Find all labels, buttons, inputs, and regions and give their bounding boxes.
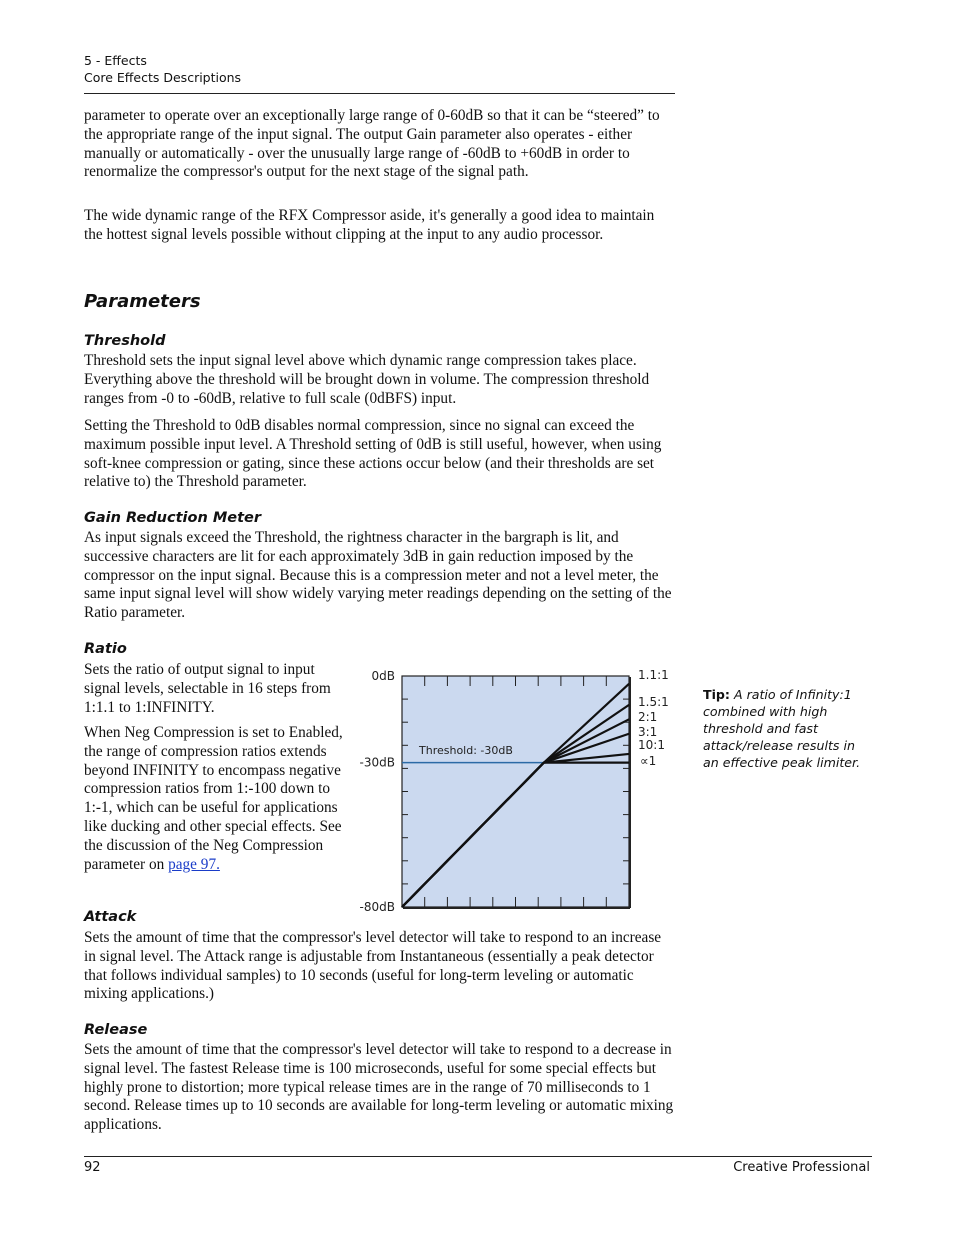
ratio-label: 10:1 bbox=[638, 738, 665, 752]
header-divider bbox=[84, 93, 675, 94]
ratio-label: 3:1 bbox=[638, 725, 658, 739]
release-heading: Release bbox=[84, 1022, 148, 1038]
threshold-paragraph-1: Threshold sets the input signal level above which dynamic range compression takes place. Everything above the threshold will be brought down in volume. The compression threshold ranges from -0 to -60dB, relative to full scale (0dBFS) input. bbox=[84, 352, 650, 407]
ratio-paragraph-2-text: When Neg Compression is set to Enabled, the range of compression ratios extends beyond INFINITY to encompass negative compression ratios from 1:-100 down to 1:-1, which can be useful for applications like ducking and other special effects. See the discussion of the Neg Compression parameter on bbox=[84, 724, 343, 873]
gain-reduction-heading: Gain Reduction Meter bbox=[84, 510, 262, 526]
y-axis-labels bbox=[360, 669, 395, 914]
page-97-link[interactable]: page 97. bbox=[168, 855, 220, 873]
threshold-paragraph-2: Setting the Threshold to 0dB disables normal compression, since no signal can exceed the maximum possible input level. A Threshold setting of 0dB is still useful, however, when using soft-knee compression or gating, since these actions occur below (and their thresholds are set relative to) the Threshold parameter. bbox=[84, 417, 662, 491]
intro-paragraph-1: parameter to operate over an exceptionally large range of 0-60dB so that it can be “steered” to the appropriate range of the input signal. The output Gain parameter also operates - either manually or automatically - over the unusually large range of -60dB to +60dB in order to renormalize the compressor's output for the next stage of the signal path. bbox=[84, 107, 660, 181]
tip-text: A ratio of Infinity:1 combined with high threshold and fast attack/release results in an effective peak limiter. bbox=[703, 687, 861, 770]
attack-paragraph: Sets the amount of time that the compressor's level detector will take to respond to an increase in signal level. The Attack range is adjustable from Instantaneous (essentially a peak detector that follows individual samples) to 10 seconds (useful for long-term leveling or automatic mixing applications.) bbox=[84, 929, 662, 1003]
compression-ratio-chart bbox=[350, 660, 680, 920]
footer-publisher: Creative Professional bbox=[733, 1160, 870, 1175]
gain-reduction-paragraph: As input signals exceed the Threshold, the rightness character in the bargraph is lit, and successive characters are lit for each approximately 3dB in gain reduction imposed by the compressor on the input signal. Because this is a compression meter and not a level meter, the same input signal level will show widely varying meter readings depending on the setting of the Ratio parameter. bbox=[84, 529, 672, 622]
y-tick-label: -80dB bbox=[359, 900, 395, 914]
intro-paragraph-2: The wide dynamic range of the RFX Compressor aside, it's generally a good idea to maintain the hottest signal levels possible without clipping at the input to any audio processor. bbox=[84, 207, 655, 243]
ratio-label: 1.5:1 bbox=[638, 695, 669, 709]
chart-svg bbox=[350, 660, 680, 915]
header-chapter: 5 - Effects bbox=[84, 53, 147, 68]
ratio-paragraph-2 bbox=[84, 724, 346, 874]
ratio-labels bbox=[638, 668, 669, 768]
ratio-heading: Ratio bbox=[84, 641, 127, 657]
ratio-paragraph-1: Sets the ratio of output signal to input signal levels, selectable in 16 steps from 1:1.1 to 1:INFINITY. bbox=[84, 661, 331, 716]
header-section: Core Effects Descriptions bbox=[84, 70, 242, 85]
attack-heading: Attack bbox=[84, 909, 137, 925]
page-number: 92 bbox=[84, 1160, 101, 1175]
parameters-heading: Parameters bbox=[84, 291, 201, 312]
tip-label: Tip: bbox=[703, 687, 730, 702]
threshold-heading: Threshold bbox=[84, 333, 166, 349]
ratio-label: 2:1 bbox=[638, 710, 658, 724]
release-paragraph: Sets the amount of time that the compressor's level detector will take to respond to a decrease in signal level. The fastest Release time is 100 microseconds, useful for some special effects but highly prone to distortion; more typical release times are in the range of 70 milliseconds to 1 second. Release times up to 10 seconds are available for long-term leveling or automatic mixing applications. bbox=[84, 1041, 674, 1134]
running-header bbox=[84, 52, 241, 86]
threshold-label: Threshold: -30dB bbox=[419, 744, 513, 757]
ratio-label: 1.1:1 bbox=[638, 668, 669, 682]
footer-divider bbox=[84, 1156, 872, 1157]
tip-note bbox=[703, 686, 863, 771]
ratio-label: ∝1 bbox=[640, 754, 657, 768]
y-tick-label: -30dB bbox=[359, 755, 395, 770]
y-tick-label: 0dB bbox=[371, 669, 395, 683]
